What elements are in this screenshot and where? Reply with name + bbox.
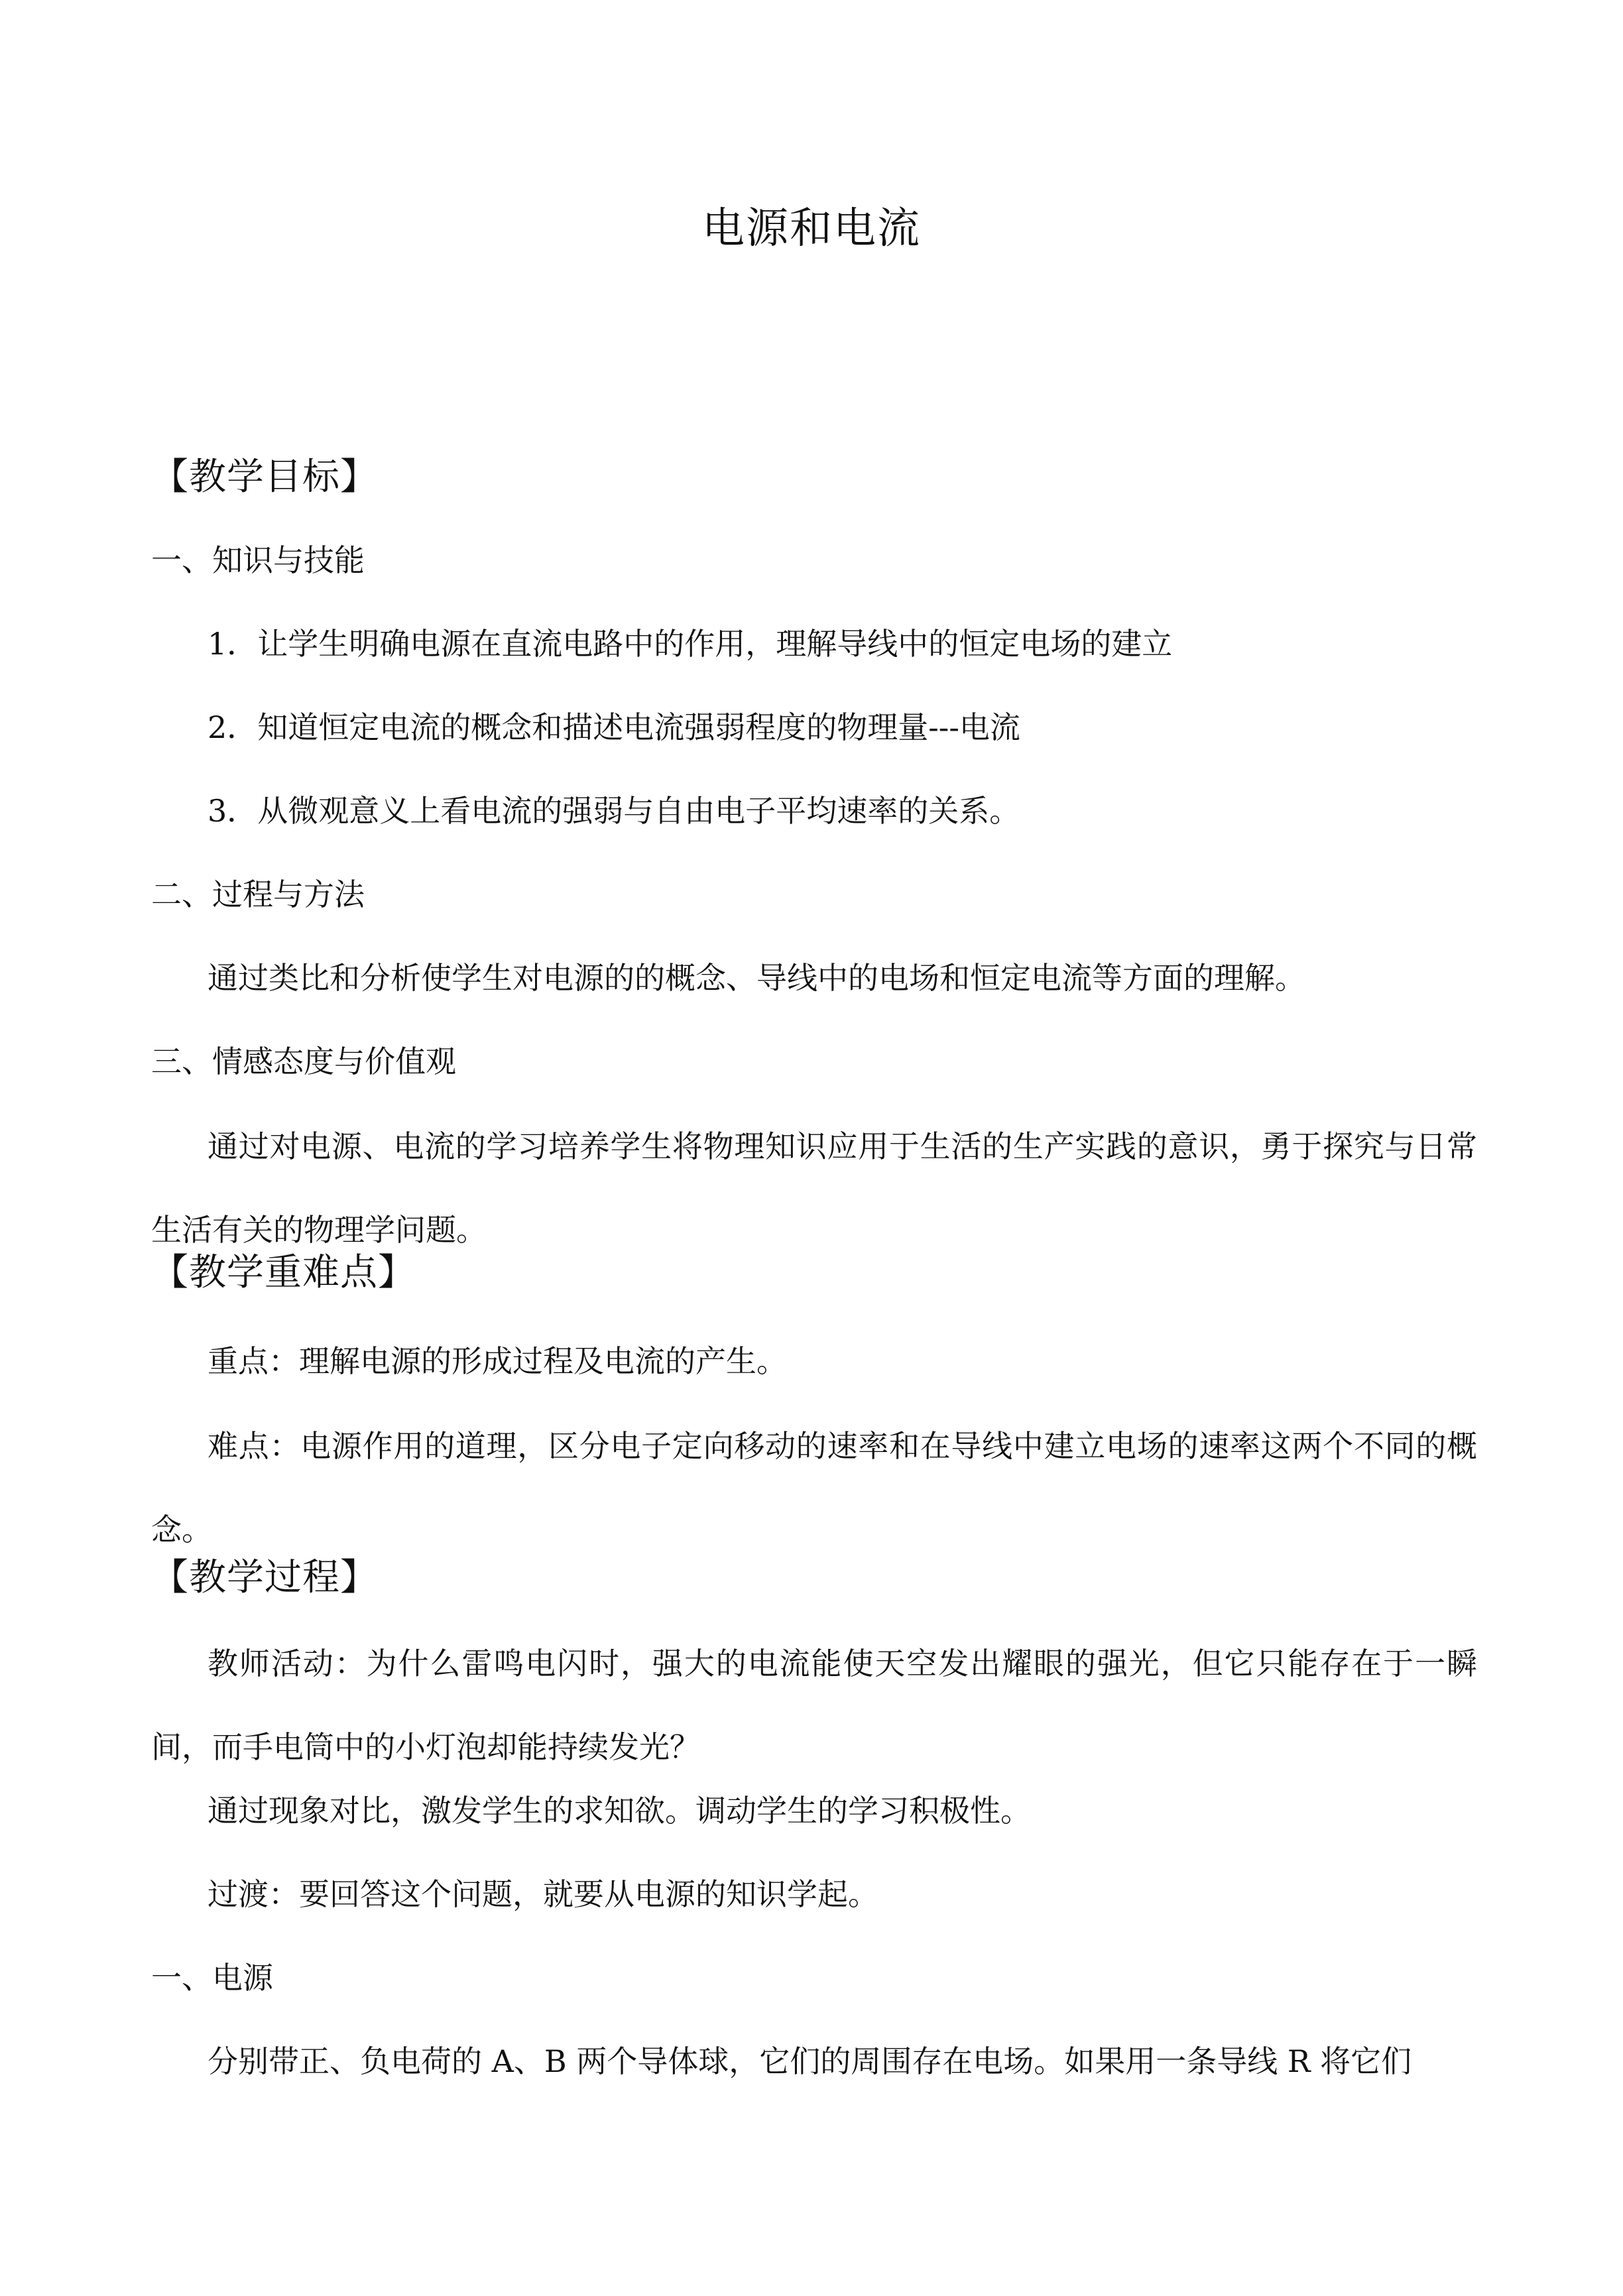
objective-item-1: 1．让学生明确电源在直流电路中的作用，理解导线中的恒定电场的建立 <box>208 626 1173 662</box>
process-heading: 【教学过程】 <box>151 1556 378 1599</box>
key-point-difficulty: 难点：电源作用的道理，区分电子定向移动的速率和在导线中建立电场的速率这两个不同的概念。 <box>151 1428 1477 1547</box>
objective-item-2: 2．知道恒定电流的概念和描述电流强弱程度的物理量---电流 <box>208 709 1020 745</box>
teacher-activity-text: 教师活动：为什么雷鸣电闪时，强大的电流能使天空发出耀眼的强光，但它只能存在于一瞬间，而手电筒中的小灯泡却能持续发光？ <box>151 1646 1477 1765</box>
attitude-values-title: 三、情感态度与价值观 <box>151 1044 456 1079</box>
process-method-text: 通过类比和分析使学生对电源的的概念、导线中的电场和恒定电流等方面的理解。 <box>208 960 1305 996</box>
power-source-title: 一、电源 <box>151 1960 273 1996</box>
process-method-title: 二、过程与方法 <box>151 876 365 912</box>
document-title: 电源和电流 <box>702 204 921 253</box>
transition-text: 过渡：要回答这个问题，就要从电源的知识学起。 <box>208 1876 878 1912</box>
objectives-heading: 【教学目标】 <box>151 455 378 499</box>
key-point-focus: 重点：理解电源的形成过程及电流的产生。 <box>208 1343 787 1379</box>
attitude-values-text: 通过对电源、电流的学习培养学生将物理知识应用于生活的生产实践的意识，勇于探究与日常生活有关的物理学问题。 <box>151 1128 1477 1248</box>
objective-item-3: 3．从微观意义上看电流的强弱与自由电子平均速率的关系。 <box>208 793 1020 829</box>
comparison-text: 通过现象对比，激发学生的求知欲。调动学生的学习积极性。 <box>208 1793 1031 1829</box>
key-points-heading: 【教学重难点】 <box>151 1251 416 1294</box>
knowledge-skills-title: 一、知识与技能 <box>151 542 365 578</box>
power-source-text: 分别带正、负电荷的 A、B 两个导体球，它们的周围存在电场。如果用一条导线 R 将它们 <box>208 2043 1412 2079</box>
